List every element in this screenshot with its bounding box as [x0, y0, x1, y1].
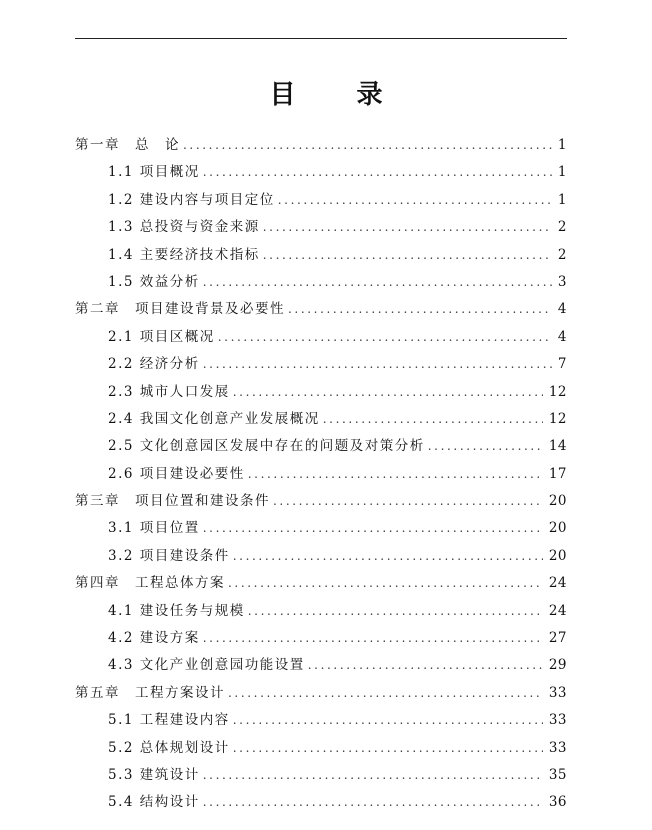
toc-section-entry[interactable]	[75, 707, 567, 734]
toc-page-number: 1	[557, 191, 567, 208]
toc-entry-label: 第三章 项目位置和建设条件	[75, 493, 270, 510]
toc-dot-leader	[273, 488, 543, 515]
toc-page-number: 35	[548, 766, 567, 783]
header-rule	[75, 38, 567, 39]
toc-dot-leader	[203, 269, 552, 296]
toc-dot-leader	[308, 652, 543, 679]
toc-entry-label: 第四章 工程总体方案	[75, 575, 225, 592]
toc-dot-leader	[203, 159, 552, 186]
toc-dot-leader	[203, 515, 543, 542]
toc-section-entry[interactable]	[75, 269, 567, 296]
toc-dot-leader	[248, 461, 543, 488]
toc-page-number: 33	[548, 712, 567, 729]
toc-page-number: 33	[548, 739, 567, 756]
toc-dot-leader	[203, 351, 552, 378]
toc-page-number: 14	[548, 438, 567, 455]
toc-entry-label: 2.1 项目区概况	[108, 328, 215, 345]
toc-dot-leader	[233, 543, 543, 570]
toc-dot-leader	[233, 735, 543, 762]
toc-page-number: 17	[548, 465, 567, 482]
toc-section-entry[interactable]	[75, 652, 567, 679]
toc-dot-leader	[263, 242, 552, 269]
toc-section-entry[interactable]	[75, 433, 567, 460]
toc-page-number: 24	[548, 575, 567, 592]
toc-section-entry[interactable]	[75, 242, 567, 269]
toc-dot-leader	[203, 789, 543, 816]
toc-dot-leader	[288, 296, 552, 323]
toc-page-number: 2	[557, 246, 567, 263]
toc-entry-label: 1.5 效益分析	[108, 273, 200, 290]
toc-section-entry[interactable]	[75, 379, 567, 406]
toc-page-number: 20	[548, 493, 567, 510]
toc-section-entry[interactable]	[75, 406, 567, 433]
toc-page-number: 3	[557, 273, 567, 290]
toc-entry-label: 2.6 项目建设必要性	[108, 465, 245, 482]
toc-section-entry[interactable]	[75, 515, 567, 542]
toc-page-number: 7	[557, 356, 567, 373]
toc-entry-label: 1.3 总投资与资金来源	[108, 219, 260, 236]
toc-page-number: 29	[548, 657, 567, 674]
toc-dot-leader	[228, 570, 543, 597]
table-of-contents	[75, 132, 567, 817]
toc-page-number: 27	[548, 630, 567, 647]
toc-entry-label: 第二章 项目建设背景及必要性	[75, 301, 285, 318]
toc-section-entry[interactable]	[75, 598, 567, 625]
toc-dot-leader	[323, 406, 543, 433]
toc-dot-leader	[248, 598, 543, 625]
toc-section-entry[interactable]	[75, 789, 567, 816]
toc-page-number: 4	[557, 301, 567, 318]
toc-section-entry[interactable]	[75, 214, 567, 241]
toc-chapter-entry[interactable]	[75, 488, 567, 515]
toc-entry-label: 4.2 建设方案	[108, 630, 200, 647]
toc-dot-leader	[228, 680, 543, 707]
toc-entry-label: 5.4 结构设计	[108, 794, 200, 811]
toc-dot-leader	[233, 707, 543, 734]
toc-entry-label: 2.3 城市人口发展	[108, 383, 230, 400]
toc-dot-leader	[203, 625, 543, 652]
toc-page-number: 12	[548, 383, 567, 400]
toc-entry-label: 第一章 总 论	[75, 137, 180, 153]
toc-section-entry[interactable]	[75, 461, 567, 488]
toc-entry-label: 5.2 总体规划设计	[108, 739, 230, 756]
toc-entry-label: 3.2 项目建设条件	[108, 547, 230, 564]
toc-entry-label: 2.5 文化创意园区发展中存在的问题及对策分析	[108, 438, 425, 455]
toc-page-number: 24	[548, 602, 567, 619]
toc-entry-label: 1.4 主要经济技术指标	[108, 246, 260, 263]
toc-entry-label: 3.1 项目位置	[108, 520, 200, 537]
toc-page-number: 2	[557, 219, 567, 236]
toc-entry-label: 4.3 文化产业创意园功能设置	[108, 657, 305, 674]
toc-dot-leader	[263, 214, 552, 241]
toc-dot-leader	[183, 132, 552, 159]
toc-entry-label: 第五章 工程方案设计	[75, 684, 225, 701]
toc-page-number: 4	[557, 328, 567, 345]
toc-chapter-entry[interactable]	[75, 296, 567, 323]
toc-section-entry[interactable]	[75, 735, 567, 762]
toc-entry-label: 2.4 我国文化创意产业发展概况	[108, 410, 320, 427]
toc-chapter-entry[interactable]	[75, 680, 567, 707]
toc-section-entry[interactable]	[75, 351, 567, 378]
toc-page-number: 33	[548, 684, 567, 701]
toc-dot-leader	[278, 187, 552, 214]
toc-section-entry[interactable]	[75, 187, 567, 214]
toc-entry-label: 4.1 建设任务与规模	[108, 602, 245, 619]
toc-chapter-entry[interactable]	[75, 132, 567, 159]
toc-section-entry[interactable]	[75, 762, 567, 789]
toc-entry-label: 2.2 经济分析	[108, 356, 200, 373]
toc-chapter-entry[interactable]	[75, 570, 567, 597]
toc-title: 目 录	[269, 80, 409, 110]
toc-dot-leader	[203, 762, 543, 789]
toc-page-number: 1	[557, 137, 567, 153]
toc-dot-leader	[218, 324, 552, 351]
toc-page-number: 12	[548, 410, 567, 427]
toc-entry-label: 5.1 工程建设内容	[108, 712, 230, 729]
toc-dot-leader	[233, 379, 543, 406]
toc-dot-leader	[428, 433, 543, 460]
toc-entry-label: 1.1 项目概况	[108, 164, 200, 181]
toc-entry-label: 1.2 建设内容与项目定位	[108, 191, 275, 208]
toc-section-entry[interactable]	[75, 543, 567, 570]
toc-page-number: 1	[557, 164, 567, 181]
toc-section-entry[interactable]	[75, 324, 567, 351]
toc-entry-label: 5.3 建筑设计	[108, 766, 200, 783]
toc-page-number: 36	[548, 794, 567, 811]
toc-page-number: 20	[548, 520, 567, 537]
toc-page-number: 20	[548, 547, 567, 564]
toc-section-entry[interactable]	[75, 625, 567, 652]
toc-section-entry[interactable]	[75, 159, 567, 186]
